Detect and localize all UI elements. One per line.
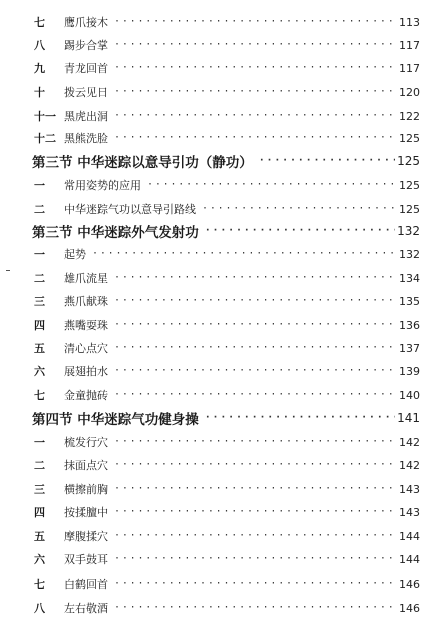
toc-entry [34,361,420,381]
toc-entry-title: 雄爪流星 [64,272,108,285]
toc-page-number: 146 [399,601,420,615]
dot-leader [205,224,395,238]
toc-page-number: 144 [399,552,420,566]
toc-entry [34,479,420,499]
toc-entry-number: 七 [34,578,45,591]
toc-entry-title: 展翅拍水 [64,365,108,378]
dot-leader [114,505,397,519]
toc-entry [34,58,420,78]
toc-entry-title: 常用姿势的应用 [64,179,141,192]
toc-page-number: 143 [399,482,420,496]
toc-entry [34,526,420,546]
toc-entry-title: 拨云见日 [64,86,108,99]
toc-page-number: 142 [399,435,420,449]
section-title: 第三节 中华迷踪以意导引功（静功） [32,155,253,171]
dot-leader [114,38,397,52]
margin-mark [6,270,10,271]
dot-leader [114,15,397,29]
toc-entry-number: 九 [34,62,45,75]
section-title: 第四节 中华迷踪气功健身操 [32,412,199,428]
toc-entry-number: 十一 [34,110,56,123]
toc-entry-number: 二 [34,272,45,285]
toc-entry [34,574,420,594]
toc-entry-number: 二 [34,459,45,472]
dot-leader [114,577,397,591]
toc-page-number: 125 [399,178,420,192]
toc-page-number: 142 [399,458,420,472]
toc-entry [34,175,420,195]
dot-leader [114,435,397,449]
dot-leader [114,61,397,75]
toc-entry-number: 五 [34,342,45,355]
dot-leader [114,318,397,332]
toc-page-number: 141 [397,411,420,425]
toc-entry [34,82,420,102]
toc-page-number: 134 [399,271,420,285]
toc-entry-number: 七 [34,16,45,29]
toc-entry-title: 金童抛砖 [64,389,108,402]
toc-entry [34,598,420,618]
toc-entry [34,455,420,475]
dot-leader [114,482,397,496]
toc-section-heading [32,408,420,428]
toc-page-number: 113 [399,15,420,29]
dot-leader [147,178,397,192]
toc-entry-number: 十二 [34,132,56,145]
toc-entry-title: 燕爪献珠 [64,295,108,308]
toc-page-number: 125 [399,202,420,216]
toc-entry-number: 二 [34,203,45,216]
toc-page-number: 139 [399,364,420,378]
toc-entry [34,338,420,358]
toc-entry [34,315,420,335]
toc-entry [34,128,420,148]
toc-entry-title: 梳发行穴 [64,436,108,449]
dot-leader [114,529,397,543]
toc-page-number: 140 [399,388,420,402]
toc-entry-title: 清心点穴 [64,342,108,355]
toc-entry-title: 燕嘴耍珠 [64,319,108,332]
toc-entry [34,432,420,452]
toc-entry [34,199,420,219]
toc-page-number: 136 [399,318,420,332]
toc-entry-number: 四 [34,506,45,519]
toc-page-number: 117 [399,38,420,52]
dot-leader [114,85,397,99]
dot-leader [114,364,397,378]
dot-leader [114,458,397,472]
dot-leader [259,154,395,168]
toc-page-number: 132 [399,247,420,261]
toc-entry [34,502,420,522]
toc-entry-number: 一 [34,179,45,192]
toc-entry-number: 六 [34,365,45,378]
toc-section-heading [32,221,420,241]
toc-page-number: 135 [399,294,420,308]
toc-entry [34,291,420,311]
toc-entry-number: 八 [34,39,45,52]
dot-leader [114,552,397,566]
toc-entry [34,549,420,569]
toc-entry-title: 双手鼓耳 [64,553,108,566]
toc-entry [34,106,420,126]
toc-entry-title: 中华迷踪气功以意导引路线 [64,203,196,216]
toc-entry-title: 摩腹揉穴 [64,530,108,543]
toc-entry-title: 踢步合掌 [64,39,108,52]
toc-entry-title: 横擦前胸 [64,483,108,496]
toc-entry-title: 起势 [64,248,86,261]
dot-leader [92,247,397,261]
dot-leader [114,601,397,615]
dot-leader [114,294,397,308]
toc-page-number: 146 [399,577,420,591]
toc-entry-title: 鹰爪接木 [64,16,108,29]
toc-entry-number: 五 [34,530,45,543]
toc-entry-number: 四 [34,319,45,332]
toc-entry [34,35,420,55]
toc-page-number: 144 [399,529,420,543]
toc-entry-title: 白鹤回首 [64,578,108,591]
toc-page-number: 120 [399,85,420,99]
dot-leader [114,131,397,145]
dot-leader [114,388,397,402]
toc-entry-number: 八 [34,602,45,615]
dot-leader [114,271,397,285]
toc-page-number: 125 [399,131,420,145]
toc-entry-title: 抹面点穴 [64,459,108,472]
dot-leader [202,202,397,216]
toc-entry [34,385,420,405]
toc-entry [34,268,420,288]
toc-entry-number: 一 [34,248,45,261]
toc-entry-number: 七 [34,389,45,402]
toc-entry [34,12,420,32]
dot-leader [114,109,397,123]
toc-page-number: 137 [399,341,420,355]
toc-page-number: 125 [397,154,420,168]
dot-leader [205,411,395,425]
toc-entry-number: 三 [34,295,45,308]
toc-entry-title: 黑虎出洞 [64,110,108,123]
toc-page-number: 143 [399,505,420,519]
toc-entry-number: 十 [34,86,45,99]
toc-section-heading [32,151,420,171]
toc-entry-title: 按揉膻中 [64,506,108,519]
toc-page-number: 132 [397,224,420,238]
section-title: 第三节 中华迷踪外气发射功 [32,225,199,241]
toc-entry-title: 青龙回首 [64,62,108,75]
toc-entry [34,244,420,264]
toc-entry-number: 三 [34,483,45,496]
toc-entry-title: 黑熊洗脸 [64,132,108,145]
toc-entry-number: 六 [34,553,45,566]
toc-entry-number: 一 [34,436,45,449]
toc-page-number: 117 [399,61,420,75]
dot-leader [114,341,397,355]
toc-page-number: 122 [399,109,420,123]
toc-entry-title: 左右敬酒 [64,602,108,615]
